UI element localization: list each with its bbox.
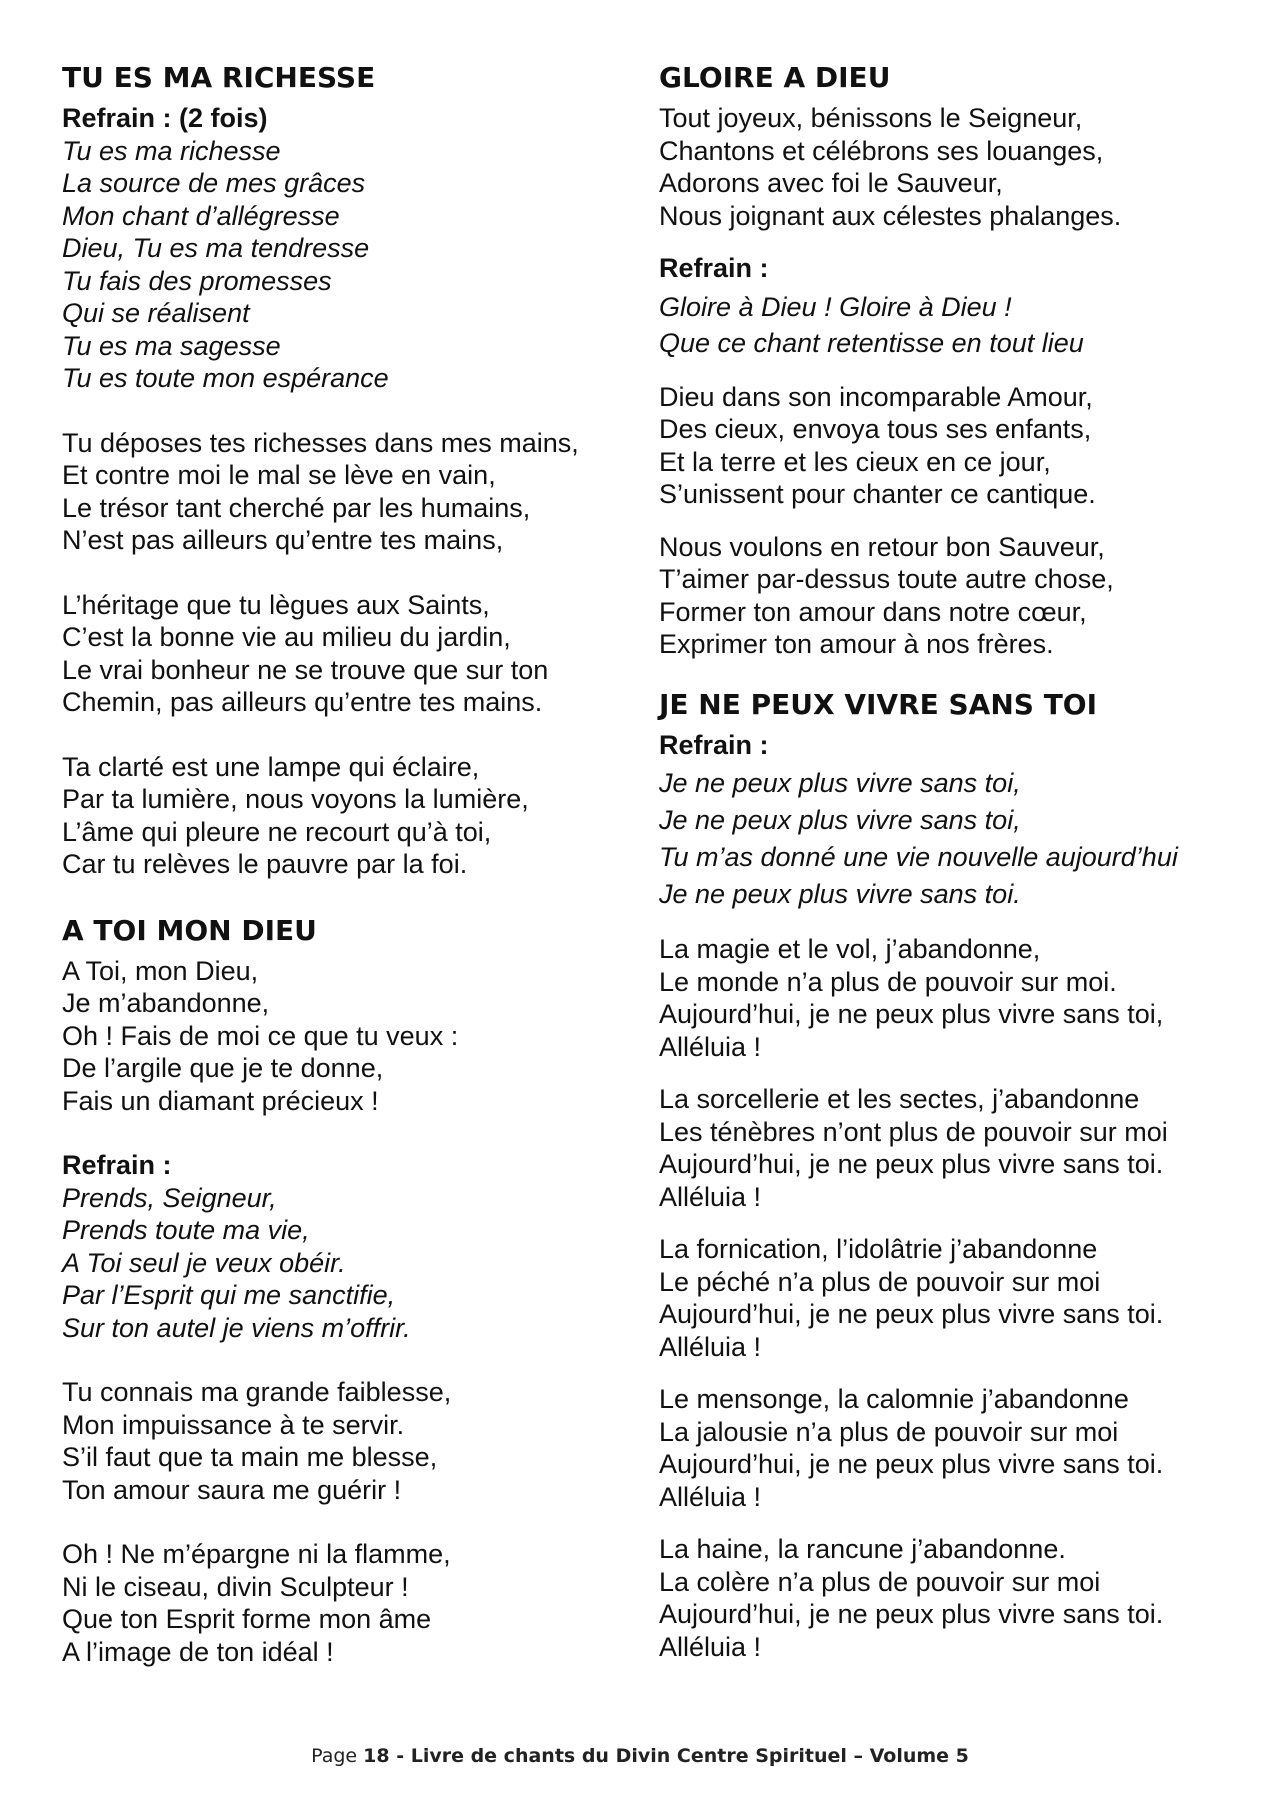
stanza-line: C’est la bonne vie au milieu du jardin, bbox=[62, 622, 511, 652]
refrain-label: Refrain : bbox=[62, 1150, 172, 1180]
stanza-line: L’héritage que tu lègues aux Saints, bbox=[62, 589, 490, 620]
stanza-line: Aujourd’hui, je ne peux plus vivre sans toi. bbox=[659, 1149, 1164, 1179]
stanza-line: Former ton amour dans notre cœur, bbox=[659, 596, 1087, 627]
refrain bbox=[659, 765, 1249, 913]
stanza bbox=[62, 751, 622, 881]
song-a-toi-mon-dieu bbox=[62, 913, 622, 1669]
stanza-line: Nous joignant aux célestes phalanges. bbox=[659, 200, 1122, 231]
intro-stanza bbox=[62, 955, 622, 1118]
stanza bbox=[659, 531, 1249, 661]
stanza-line: De l’argile que je te donne, bbox=[62, 1053, 384, 1083]
stanza-line: Mon impuissance à te servir. bbox=[62, 1409, 405, 1440]
stanza-line: Le péché n’a plus de pouvoir sur moi bbox=[659, 1266, 1101, 1297]
stanza-line: Exprimer ton amour à nos frères. bbox=[659, 629, 1054, 659]
footer-page-prefix: Page bbox=[311, 1745, 364, 1767]
stanza-line: Ni le ciseau, divin Sculpteur ! bbox=[62, 1571, 409, 1602]
stanza-line: Car tu relèves le pauvre par la foi. bbox=[62, 849, 468, 879]
song-title: GLOIRE A DIEU bbox=[659, 61, 891, 94]
stanza-line: A l’image de ton idéal ! bbox=[62, 1636, 334, 1667]
refrain-line: Tu m’as donné une vie nouvelle aujourd’hui bbox=[659, 842, 1178, 872]
refrain-line: Prends toute ma vie, bbox=[62, 1215, 310, 1245]
stanza-line: L’âme qui pleure ne recourt qu’à toi, bbox=[62, 816, 492, 847]
stanza-line: Chantons et célébrons ses louanges, bbox=[659, 135, 1104, 166]
stanza-line: Et la terre et les cieux en ce jour, bbox=[659, 446, 1051, 477]
stanza-line: Alléluia ! bbox=[659, 1181, 762, 1212]
intro-stanza bbox=[659, 102, 1249, 232]
stanza-line: Que ton Esprit forme mon âme bbox=[62, 1604, 432, 1634]
stanza-line: Alléluia ! bbox=[659, 1631, 762, 1662]
stanza-line: Le mensonge, la calomnie j’abandonne bbox=[659, 1384, 1129, 1414]
stanza-line: Oh ! Ne m’épargne ni la flamme, bbox=[62, 1539, 451, 1569]
stanza-line: S’unissent pour chanter ce cantique. bbox=[659, 479, 1096, 509]
stanza-line: Chemin, pas ailleurs qu’entre tes mains. bbox=[62, 687, 543, 717]
refrain-line: Tu fais des promesses bbox=[62, 265, 332, 296]
refrain bbox=[62, 1182, 622, 1345]
stanza bbox=[62, 1376, 622, 1506]
stanza-line: Tu connais ma grande faiblesse, bbox=[62, 1377, 452, 1407]
page-footer bbox=[0, 1745, 1280, 1767]
footer-page-number: 18 bbox=[363, 1745, 390, 1767]
stanza-line: Le trésor tant cherché par les humains, bbox=[62, 492, 531, 523]
stanza-line: Aujourd’hui, je ne peux plus vivre sans toi, bbox=[659, 999, 1164, 1029]
song-gloire-a-dieu bbox=[659, 60, 1249, 661]
song-title: A TOI MON DIEU bbox=[62, 913, 317, 947]
song-je-ne-peux-vivre-sans-toi bbox=[659, 687, 1249, 1664]
refrain-line: Tu es ma sagesse bbox=[62, 330, 281, 361]
stanza-line: Des cieux, envoya tous ses enfants, bbox=[659, 414, 1092, 444]
refrain-line: Je ne peux plus vivre sans toi, bbox=[659, 768, 1021, 798]
stanza-line: Fais un diamant précieux ! bbox=[62, 1085, 379, 1116]
refrain-label: Refrain : bbox=[659, 253, 769, 283]
refrain-line: Que ce chant retentisse en tout lieu bbox=[659, 327, 1084, 358]
stanza-line: La magie et le vol, j’abandonne, bbox=[659, 934, 1041, 964]
stanza-line: Les ténèbres n’ont plus de pouvoir sur moi bbox=[659, 1116, 1168, 1147]
stanza bbox=[62, 589, 622, 719]
stanza bbox=[62, 1538, 622, 1668]
stanza-line: Et contre moi le mal se lève en vain, bbox=[62, 460, 496, 490]
stanza-line: Alléluia ! bbox=[659, 1031, 762, 1062]
refrain-label: Refrain : (2 fois) bbox=[62, 103, 268, 133]
stanza-line: Alléluia ! bbox=[659, 1481, 762, 1512]
stanza-line: T’aimer par-dessus toute autre chose, bbox=[659, 564, 1114, 594]
stanza-line: La colère n’a plus de pouvoir sur moi bbox=[659, 1566, 1101, 1597]
stanza-line: Aujourd’hui, je ne peux plus vivre sans toi. bbox=[659, 1599, 1164, 1629]
stanza-line: Tu déposes tes richesses dans mes mains, bbox=[62, 427, 579, 458]
refrain-line: A Toi seul je veux obéir. bbox=[62, 1247, 346, 1278]
refrain bbox=[659, 289, 1249, 361]
stanza-line: Adorons avec foi le Sauveur, bbox=[659, 168, 1003, 198]
stanza-line: Le vrai bonheur ne se trouve que sur ton bbox=[62, 654, 549, 685]
stanza-line: Aujourd’hui, je ne peux plus vivre sans toi. bbox=[659, 1449, 1164, 1479]
stanza bbox=[659, 381, 1249, 511]
stanza-line: La fornication, l’idolâtrie j’abandonne bbox=[659, 1234, 1098, 1264]
stanza-line: Je m’abandonne, bbox=[62, 988, 270, 1018]
refrain-line: Tu es ma richesse bbox=[62, 135, 281, 166]
refrain-line: Gloire à Dieu ! Gloire à Dieu ! bbox=[659, 291, 1012, 322]
refrain-line: Je ne peux plus vivre sans toi, bbox=[659, 805, 1021, 835]
refrain-line: Qui se réalisent bbox=[62, 298, 250, 328]
song-title: JE NE PEUX VIVRE SANS TOI bbox=[659, 687, 1098, 721]
refrain-line: Tu es toute mon espérance bbox=[62, 363, 389, 393]
stanza-line: Nous voulons en retour bon Sauveur, bbox=[659, 531, 1105, 562]
refrain bbox=[62, 135, 622, 395]
refrain-line: Je ne peux plus vivre sans toi. bbox=[659, 879, 1021, 909]
stanza-line: Dieu dans son incomparable Amour, bbox=[659, 381, 1093, 412]
stanza-line: S’il faut que ta main me blesse, bbox=[62, 1442, 438, 1472]
refrain-line: Mon chant d’allégresse bbox=[62, 200, 340, 231]
right-column bbox=[659, 60, 1249, 1671]
stanza-line: N’est pas ailleurs qu’entre tes mains, bbox=[62, 525, 504, 555]
refrain-line: Prends, Seigneur, bbox=[62, 1182, 277, 1213]
stanza bbox=[659, 933, 1249, 1063]
stanza-line: A Toi, mon Dieu, bbox=[62, 955, 259, 986]
refrain-label: Refrain : bbox=[659, 729, 769, 760]
refrain-line: Par l’Esprit qui me sanctifie, bbox=[62, 1280, 396, 1310]
stanza-line: La haine, la rancune j’abandonne. bbox=[659, 1534, 1066, 1564]
stanza bbox=[659, 1233, 1249, 1363]
refrain-line: La source de mes grâces bbox=[62, 168, 366, 198]
stanza bbox=[659, 1533, 1249, 1663]
stanza bbox=[659, 1383, 1249, 1513]
stanza-line: Tout joyeux, bénissons le Seigneur, bbox=[659, 103, 1083, 133]
song-title: TU ES MA RICHESSE bbox=[62, 61, 376, 94]
refrain-line: Dieu, Tu es ma tendresse bbox=[62, 233, 370, 263]
stanza bbox=[659, 1083, 1249, 1213]
stanza-line: La sorcellerie et les sectes, j’abandonne bbox=[659, 1084, 1140, 1114]
refrain-line: Sur ton autel je viens m’offrir. bbox=[62, 1312, 411, 1343]
song-tu-es-ma-richesse bbox=[62, 60, 622, 881]
stanza bbox=[62, 427, 622, 557]
stanza-line: Ta clarté est une lampe qui éclaire, bbox=[62, 751, 480, 782]
left-column bbox=[62, 60, 622, 1700]
stanza-line: Le monde n’a plus de pouvoir sur moi. bbox=[659, 966, 1117, 997]
stanza-line: Oh ! Fais de moi ce que tu veux : bbox=[62, 1020, 459, 1051]
footer-book-title: - Livre de chants du Divin Centre Spirituel – Volume 5 bbox=[389, 1745, 969, 1767]
stanza-line: Ton amour saura me guérir ! bbox=[62, 1474, 402, 1505]
stanza-line: Par ta lumière, nous voyons la lumière, bbox=[62, 784, 529, 814]
stanza-line: Aujourd’hui, je ne peux plus vivre sans toi. bbox=[659, 1299, 1164, 1329]
stanza-line: Alléluia ! bbox=[659, 1331, 762, 1362]
stanza-line: La jalousie n’a plus de pouvoir sur moi bbox=[659, 1416, 1119, 1447]
